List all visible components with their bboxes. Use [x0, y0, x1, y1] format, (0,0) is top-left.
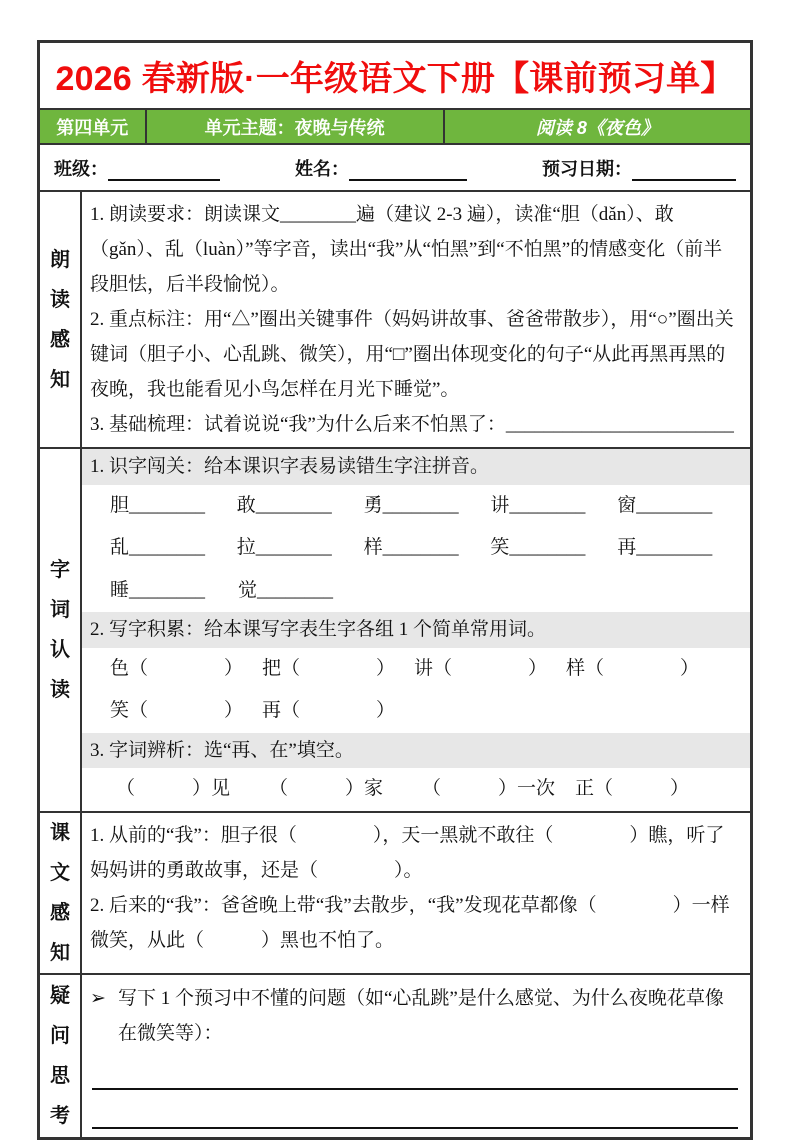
answer-blank-line-1: [92, 1051, 738, 1090]
pinyin-row-1: 胆________ 敢________ 勇________ 讲________ 窗________: [110, 494, 713, 516]
date-label: 预习日期：: [542, 158, 632, 179]
section-text-content: [82, 813, 750, 973]
section-reading-content: [82, 192, 750, 447]
words-heading-2: 2. 写字积累：给本课写字表生字各组 1 个简单常用词。: [82, 612, 750, 648]
text-item-1: 1. 从前的“我”：胆子很（ ），天一黑就不敢往（ ）瞧，听了妈妈讲的勇敢故事，还是（ ）。: [90, 824, 725, 881]
date-blank: [632, 161, 736, 181]
section-text-label: 课文感知: [40, 813, 82, 973]
section-questions-content: [82, 975, 750, 1137]
section-words-content: [82, 449, 750, 811]
unit-lesson: 阅读 8《夜色》: [535, 117, 659, 138]
answer-blank-line-2: [92, 1090, 738, 1129]
pinyin-row-3: 睡________ 觉________: [110, 579, 334, 601]
reading-item-2: 2. 重点标注：用“△”圈出关键事件（妈妈讲故事、爸爸带散步），用“○”圈出关键词（胆子小、心乱跳、微笑），用“□”圈出体现变化的句子“从此再黑再黑的夜晚，我也能看见小鸟怎样在月光下睡觉”。: [90, 309, 734, 400]
word-row-2: 笑（ ） 再（ ）: [110, 700, 396, 722]
question-prompt-line: [90, 981, 740, 1051]
worksheet: [37, 40, 753, 1140]
word-row-1: 色（ ） 把（ ） 讲（ ） 样（ ）: [110, 657, 700, 679]
section-questions: [40, 973, 750, 1137]
section-words-label: 字词认读: [40, 449, 82, 811]
unit-number: 第四单元: [40, 110, 147, 143]
reading-item-1: 1. 朗读要求：朗读课文________遍（建议 2-3 遍），读准“胆（dǎn）、敢（gǎn）、乱（luàn）”等字音，读出“我”从“怕黑”到“不怕黑”的情感变化（前半段胆怯，后半段愉悦）。: [90, 204, 723, 295]
text-item-2: 2. 后来的“我”：爸爸晚上带“我”去散步，“我”发现花草都像（ ）一样微笑，从此（ ）黑也不怕了。: [90, 894, 730, 951]
page-title: 2026 春新版·一年级语文下册【课前预习单】: [55, 60, 735, 98]
class-field: [54, 155, 220, 181]
question-prompt: 写下 1 个预习中不懂的问题（如“心乱跳”是什么感觉、为什么夜晚花草像在微笑等）：: [118, 987, 724, 1044]
section-questions-label: 疑问思考: [40, 975, 82, 1137]
unit-band: [40, 108, 750, 145]
section-text: [40, 811, 750, 973]
reading-item-3: 3. 基础梳理：试着说说“我”为什么后来不怕黑了：________________________: [90, 414, 734, 435]
choice-row: （ ）见 （ ）家 （ ）一次 正（ ）: [116, 778, 690, 800]
class-blank: [108, 161, 220, 181]
section-words: [40, 447, 750, 811]
section-reading: [40, 190, 750, 447]
name-label: 姓名：: [295, 158, 349, 179]
date-field: [542, 155, 736, 181]
name-blank: [349, 161, 467, 181]
unit-theme: 单元主题：夜晚与传统: [147, 110, 445, 143]
arrow-bullet-icon: ➢: [90, 987, 106, 1009]
words-heading-3: 3. 字词辨析：选“再、在”填空。: [82, 733, 750, 769]
class-label: 班级：: [54, 158, 108, 179]
words-heading-1: 1. 识字闯关：给本课识字表易读错生字注拼音。: [82, 449, 750, 485]
title-row: [40, 43, 750, 108]
name-field: [295, 155, 467, 181]
section-reading-label: 朗读感知: [40, 192, 82, 447]
info-row: [40, 145, 750, 190]
pinyin-row-2: 乱________ 拉________ 样________ 笑________ 再________: [110, 537, 713, 559]
